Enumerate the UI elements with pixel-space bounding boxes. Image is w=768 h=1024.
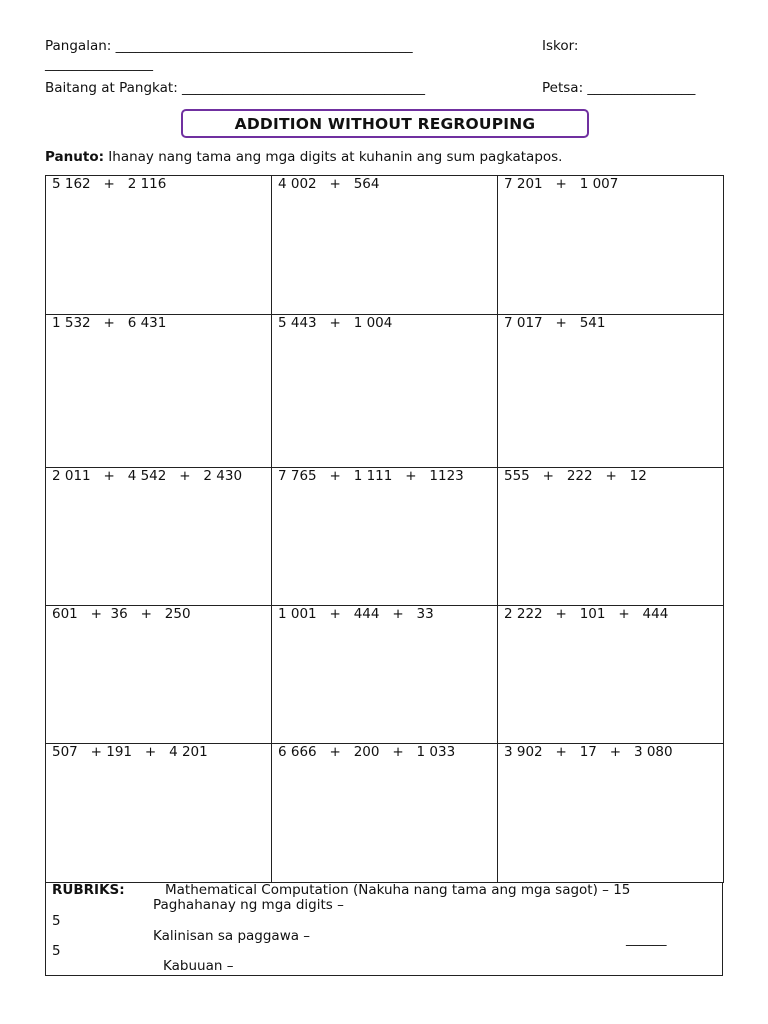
problem-cell: 3 902 + 17 + 3 080 — [498, 744, 724, 883]
problem-cell: 1 532 + 6 431 — [46, 315, 272, 468]
instruction-label: Panuto: — [45, 149, 104, 165]
problem-cell: 5 443 + 1 004 — [272, 315, 498, 468]
instruction-text: Ihanay nang tama ang mga digits at kuhanin ang sum pagkatapos. — [104, 149, 563, 165]
instruction — [45, 149, 562, 165]
table-row — [46, 315, 724, 468]
grade-section-field: Baitang at Pangkat: ____________________________________ — [45, 80, 426, 96]
score-line: ________________ — [45, 56, 153, 72]
problem-cell: 7 017 + 541 — [498, 315, 724, 468]
rubric-total-label: Kabuuan – — [163, 958, 234, 974]
score-label: Iskor: — [542, 38, 579, 54]
table-row — [46, 468, 724, 606]
rubric-score-alignment: 5 — [52, 913, 61, 929]
problem-cell: 507 + 191 + 4 201 — [46, 744, 272, 883]
name-field: Pangalan: ____________________________________________ — [45, 38, 413, 54]
table-row — [46, 176, 724, 315]
problem-cell: 5 162 + 2 116 — [46, 176, 272, 315]
rubric-score-neatness: 5 — [52, 943, 61, 959]
table-row — [46, 606, 724, 744]
problem-cell: 601 + 36 + 250 — [46, 606, 272, 744]
problem-cell: 555 + 222 + 12 — [498, 468, 724, 606]
table-row — [46, 744, 724, 883]
rubric-item-neatness: Kalinisan sa paggawa – — [153, 928, 311, 944]
problem-cell: 2 222 + 101 + 444 — [498, 606, 724, 744]
rubric-item-alignment: Paghahanay ng mga digits – — [153, 897, 344, 913]
total-score-line: ______ — [626, 931, 667, 947]
date-field: Petsa: ________________ — [542, 80, 696, 96]
problems-table — [45, 175, 724, 883]
rubric-box — [45, 882, 723, 976]
rubric-item-computation: Mathematical Computation (Nakuha nang tama ang mga sagot) – 15 — [165, 882, 631, 898]
problem-cell: 1 001 + 444 + 33 — [272, 606, 498, 744]
problem-cell: 7 765 + 1 111 + 1123 — [272, 468, 498, 606]
problem-cell: 2 011 + 4 542 + 2 430 — [46, 468, 272, 606]
rubric-label: RUBRIKS: — [52, 882, 125, 898]
problem-cell: 4 002 + 564 — [272, 176, 498, 315]
problem-cell: 6 666 + 200 + 1 033 — [272, 744, 498, 883]
worksheet-title: ADDITION WITHOUT REGROUPING — [181, 109, 589, 138]
problem-cell: 7 201 + 1 007 — [498, 176, 724, 315]
